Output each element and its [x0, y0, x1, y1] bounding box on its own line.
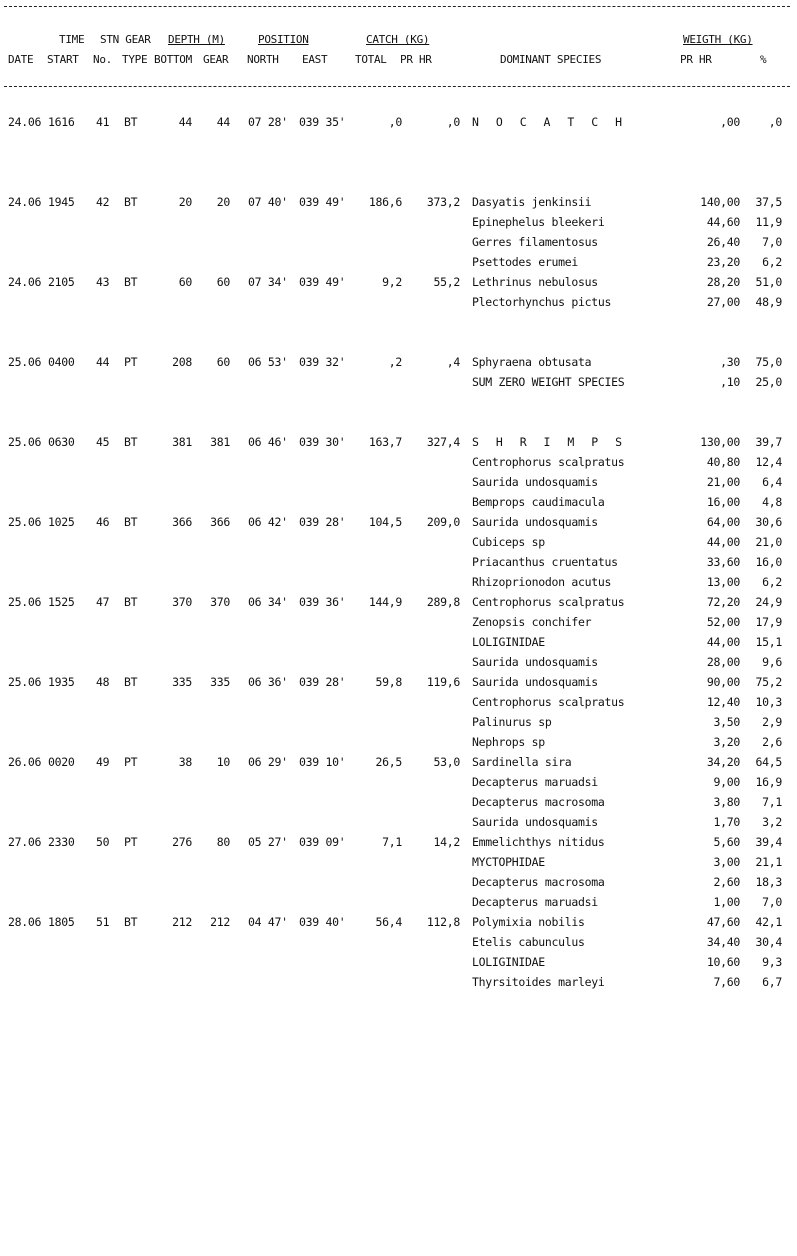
header-weight-pr-hr: PR HR	[680, 53, 712, 66]
species-percent: 21,0	[755, 535, 782, 549]
species-name: MYCTOPHIDAE	[472, 855, 545, 869]
header-total: TOTAL	[355, 53, 387, 66]
station-east: 039 28'	[299, 515, 346, 529]
species-name: Thyrsitoides marleyi	[472, 975, 605, 989]
station-time: 1616	[48, 115, 75, 129]
station-east: 039 32'	[299, 355, 346, 369]
station-gear-type: BT	[124, 195, 138, 209]
species-name: Epinephelus bleekeri	[472, 215, 605, 229]
station-catch-pr-hr: 55,2	[433, 275, 460, 289]
station-gear-depth: 10	[216, 755, 230, 769]
station-north: 07 34'	[248, 275, 288, 289]
station-time: 1025	[48, 515, 75, 529]
station-east: 039 40'	[299, 915, 346, 929]
station-bottom-depth: 335	[172, 675, 192, 689]
species-name: Zenopsis conchifer	[472, 615, 592, 629]
station-time: 0400	[48, 355, 75, 369]
species-percent: 17,9	[755, 615, 782, 629]
station-bottom-depth: 381	[172, 435, 192, 449]
station-total-catch: 104,5	[368, 515, 402, 529]
species-percent: 30,6	[755, 515, 782, 529]
station-east: 039 30'	[299, 435, 346, 449]
species-weight-pr-hr: 130,00	[700, 435, 740, 449]
station-date: 28.06	[8, 915, 42, 929]
species-weight-pr-hr: 23,20	[706, 255, 740, 269]
species-name: Bemprops caudimacula	[472, 495, 605, 509]
station-gear-type: BT	[124, 675, 138, 689]
species-name: Nephrops sp	[472, 735, 545, 749]
station-total-catch: 56,4	[375, 915, 402, 929]
species-weight-pr-hr: 1,70	[713, 815, 740, 829]
species-weight-pr-hr: 1,00	[713, 895, 740, 909]
station-time: 1525	[48, 595, 75, 609]
station-catch-pr-hr: 327,4	[426, 435, 460, 449]
station-north: 07 28'	[248, 115, 288, 129]
header-time: TIME	[59, 33, 85, 46]
species-weight-pr-hr: 140,00	[700, 195, 740, 209]
species-percent: 9,3	[762, 955, 782, 969]
station-bottom-depth: 20	[178, 195, 192, 209]
station-number: 51	[96, 915, 110, 929]
station-number: 49	[96, 755, 110, 769]
species-percent: ,0	[768, 115, 782, 129]
species-percent: 39,7	[755, 435, 782, 449]
station-date: 25.06	[8, 355, 42, 369]
header-weigth: WEIGTH (KG)	[683, 33, 753, 46]
station-gear-type: PT	[124, 355, 138, 369]
station-number: 48	[96, 675, 110, 689]
species-weight-pr-hr: 7,60	[713, 975, 740, 989]
species-weight-pr-hr: 72,20	[706, 595, 740, 609]
species-percent: 75,0	[755, 355, 782, 369]
station-total-catch: 7,1	[382, 835, 402, 849]
station-gear-depth: 20	[216, 195, 230, 209]
species-name: Saurida undosquamis	[472, 515, 598, 529]
station-number: 47	[96, 595, 110, 609]
station-catch-pr-hr: ,4	[446, 355, 460, 369]
header-position: POSITION	[258, 33, 309, 46]
species-percent: 16,9	[755, 775, 782, 789]
station-number: 45	[96, 435, 110, 449]
species-weight-pr-hr: 34,40	[706, 935, 740, 949]
header-stn-gear: STN GEAR	[100, 33, 151, 46]
station-catch-pr-hr: 289,8	[426, 595, 460, 609]
station-gear-depth: 212	[210, 915, 230, 929]
species-name: Plectorhynchus pictus	[472, 295, 612, 309]
station-date: 27.06	[8, 835, 42, 849]
species-name: Decapterus maruadsi	[472, 895, 598, 909]
header-type: TYPE	[122, 53, 148, 66]
species-name: Priacanthus cruentatus	[472, 555, 618, 569]
station-time: 0630	[48, 435, 75, 449]
species-weight-pr-hr: 40,80	[706, 455, 740, 469]
species-weight-pr-hr: 47,60	[706, 915, 740, 929]
header-catch: CATCH (KG)	[366, 33, 430, 46]
species-percent: 48,9	[755, 295, 782, 309]
station-number: 43	[96, 275, 110, 289]
species-weight-pr-hr: 33,60	[706, 555, 740, 569]
species-percent: 25,0	[755, 375, 782, 389]
station-date: 25.06	[8, 595, 42, 609]
station-gear-type: PT	[124, 755, 138, 769]
station-number: 44	[96, 355, 110, 369]
species-name: Sphyraena obtusata	[472, 355, 592, 369]
header-north: NORTH	[247, 53, 279, 66]
species-name: Centrophorus scalpratus	[472, 595, 625, 609]
header-east: EAST	[302, 53, 328, 66]
species-percent: 39,4	[755, 835, 782, 849]
species-percent: 42,1	[755, 915, 782, 929]
species-name: Saurida undosquamis	[472, 475, 598, 489]
header-percent: %	[760, 53, 767, 66]
species-percent: 7,0	[762, 895, 782, 909]
species-percent: 4,8	[762, 495, 782, 509]
species-weight-pr-hr: 16,00	[706, 495, 740, 509]
species-percent: 18,3	[755, 875, 782, 889]
species-percent: 12,4	[755, 455, 782, 469]
species-weight-pr-hr: 3,50	[713, 715, 740, 729]
station-catch-pr-hr: 53,0	[433, 755, 460, 769]
species-weight-pr-hr: 27,00	[706, 295, 740, 309]
species-weight-pr-hr: 90,00	[706, 675, 740, 689]
station-east: 039 49'	[299, 275, 346, 289]
station-time: 2330	[48, 835, 75, 849]
station-gear-type: BT	[124, 915, 138, 929]
station-gear-depth: 44	[216, 115, 230, 129]
species-percent: 6,4	[762, 475, 782, 489]
station-north: 04 47'	[248, 915, 288, 929]
station-north: 06 53'	[248, 355, 288, 369]
species-weight-pr-hr: 3,00	[713, 855, 740, 869]
station-east: 039 09'	[299, 835, 346, 849]
species-name: Palinurus sp	[472, 715, 552, 729]
species-weight-pr-hr: 3,80	[713, 795, 740, 809]
species-weight-pr-hr: 28,20	[706, 275, 740, 289]
station-total-catch: 144,9	[368, 595, 402, 609]
station-east: 039 35'	[299, 115, 346, 129]
species-name: Saurida undosquamis	[472, 675, 598, 689]
station-total-catch: ,2	[388, 355, 402, 369]
station-catch-pr-hr: 209,0	[426, 515, 460, 529]
station-number: 42	[96, 195, 110, 209]
species-percent: 2,9	[762, 715, 782, 729]
header-start: START	[47, 53, 79, 66]
header-pr-hr: PR HR	[400, 53, 432, 66]
station-gear-depth: 60	[216, 275, 230, 289]
species-weight-pr-hr: 10,60	[706, 955, 740, 969]
station-bottom-depth: 60	[178, 275, 192, 289]
species-percent: 24,9	[755, 595, 782, 609]
station-bottom-depth: 212	[172, 915, 192, 929]
species-name: N O C A T C H	[472, 115, 628, 129]
species-weight-pr-hr: 12,40	[706, 695, 740, 709]
header-bottom: BOTTOM	[154, 53, 192, 66]
station-east: 039 36'	[299, 595, 346, 609]
species-weight-pr-hr: 44,00	[706, 535, 740, 549]
species-percent: 16,0	[755, 555, 782, 569]
header-date: DATE	[8, 53, 34, 66]
station-north: 06 46'	[248, 435, 288, 449]
species-percent: 75,2	[755, 675, 782, 689]
species-percent: 30,4	[755, 935, 782, 949]
station-bottom-depth: 44	[178, 115, 192, 129]
species-weight-pr-hr: 2,60	[713, 875, 740, 889]
species-name: Etelis cabunculus	[472, 935, 585, 949]
station-total-catch: 26,5	[375, 755, 402, 769]
species-weight-pr-hr: ,00	[720, 115, 740, 129]
station-east: 039 49'	[299, 195, 346, 209]
station-bottom-depth: 38	[178, 755, 192, 769]
species-percent: 51,0	[755, 275, 782, 289]
species-weight-pr-hr: 3,20	[713, 735, 740, 749]
species-name: Decapterus maruadsi	[472, 775, 598, 789]
species-name: Emmelichthys nitidus	[472, 835, 605, 849]
station-north: 05 27'	[248, 835, 288, 849]
species-percent: 21,1	[755, 855, 782, 869]
species-percent: 2,6	[762, 735, 782, 749]
species-name: LOLIGINIDAE	[472, 955, 545, 969]
species-percent: 37,5	[755, 195, 782, 209]
station-date: 25.06	[8, 435, 42, 449]
species-name: Centrophorus scalpratus	[472, 695, 625, 709]
station-bottom-depth: 370	[172, 595, 192, 609]
top-dashed-rule	[4, 6, 790, 7]
species-name: SUM ZERO WEIGHT SPECIES	[472, 375, 625, 389]
species-weight-pr-hr: ,10	[720, 375, 740, 389]
station-gear-depth: 381	[210, 435, 230, 449]
species-percent: 6,2	[762, 575, 782, 589]
species-weight-pr-hr: 34,20	[706, 755, 740, 769]
station-number: 46	[96, 515, 110, 529]
species-weight-pr-hr: 26,40	[706, 235, 740, 249]
species-name: Dasyatis jenkinsii	[472, 195, 592, 209]
species-name: S H R I M P S	[472, 435, 628, 449]
station-gear-depth: 366	[210, 515, 230, 529]
station-catch-pr-hr: 112,8	[426, 915, 460, 929]
species-name: LOLIGINIDAE	[472, 635, 545, 649]
station-north: 06 36'	[248, 675, 288, 689]
station-date: 26.06	[8, 755, 42, 769]
species-percent: 7,0	[762, 235, 782, 249]
species-name: Psettodes erumei	[472, 255, 578, 269]
species-name: Gerres filamentosus	[472, 235, 598, 249]
station-catch-pr-hr: 373,2	[426, 195, 460, 209]
header-gear: GEAR	[203, 53, 229, 66]
header-no: No.	[93, 53, 112, 66]
station-date: 25.06	[8, 515, 42, 529]
station-time: 1805	[48, 915, 75, 929]
station-bottom-depth: 276	[172, 835, 192, 849]
species-name: Lethrinus nebulosus	[472, 275, 598, 289]
species-name: Sardinella sira	[472, 755, 572, 769]
station-catch-pr-hr: 14,2	[433, 835, 460, 849]
species-name: Cubiceps sp	[472, 535, 545, 549]
station-gear-type: BT	[124, 515, 138, 529]
station-bottom-depth: 366	[172, 515, 192, 529]
station-total-catch: 163,7	[368, 435, 402, 449]
species-weight-pr-hr: 44,60	[706, 215, 740, 229]
species-name: Polymixia nobilis	[472, 915, 585, 929]
station-total-catch: ,0	[388, 115, 402, 129]
station-total-catch: 59,8	[375, 675, 402, 689]
species-percent: 6,2	[762, 255, 782, 269]
station-gear-type: PT	[124, 835, 138, 849]
species-name: Centrophorus scalpratus	[472, 455, 625, 469]
species-name: Decapterus macrosoma	[472, 875, 605, 889]
species-weight-pr-hr: 44,00	[706, 635, 740, 649]
station-gear-depth: 80	[216, 835, 230, 849]
species-percent: 7,1	[762, 795, 782, 809]
station-date: 24.06	[8, 195, 42, 209]
header-depth: DEPTH (M)	[168, 33, 225, 46]
station-total-catch: 9,2	[382, 275, 402, 289]
station-north: 06 34'	[248, 595, 288, 609]
station-gear-type: BT	[124, 115, 138, 129]
species-name: Saurida undosquamis	[472, 815, 598, 829]
station-gear-type: BT	[124, 595, 138, 609]
species-percent: 64,5	[755, 755, 782, 769]
station-number: 41	[96, 115, 110, 129]
species-percent: 11,9	[755, 215, 782, 229]
station-catch-pr-hr: 119,6	[426, 675, 460, 689]
species-name: Rhizoprionodon acutus	[472, 575, 612, 589]
species-percent: 3,2	[762, 815, 782, 829]
station-east: 039 10'	[299, 755, 346, 769]
station-north: 06 29'	[248, 755, 288, 769]
species-percent: 9,6	[762, 655, 782, 669]
station-gear-depth: 60	[216, 355, 230, 369]
station-north: 07 40'	[248, 195, 288, 209]
species-weight-pr-hr: 13,00	[706, 575, 740, 589]
station-gear-depth: 370	[210, 595, 230, 609]
station-east: 039 28'	[299, 675, 346, 689]
species-percent: 15,1	[755, 635, 782, 649]
species-weight-pr-hr: 52,00	[706, 615, 740, 629]
species-percent: 6,7	[762, 975, 782, 989]
species-weight-pr-hr: 5,60	[713, 835, 740, 849]
species-name: Decapterus macrosoma	[472, 795, 605, 809]
header-dominant-species: DOMINANT SPECIES	[500, 53, 602, 66]
species-weight-pr-hr: 21,00	[706, 475, 740, 489]
station-time: 2105	[48, 275, 75, 289]
station-gear-depth: 335	[210, 675, 230, 689]
station-time: 0020	[48, 755, 75, 769]
station-bottom-depth: 208	[172, 355, 192, 369]
station-date: 24.06	[8, 115, 42, 129]
species-percent: 10,3	[755, 695, 782, 709]
header-dashed-rule	[4, 86, 790, 87]
station-time: 1945	[48, 195, 75, 209]
species-weight-pr-hr: 9,00	[713, 775, 740, 789]
station-total-catch: 186,6	[368, 195, 402, 209]
station-catch-pr-hr: ,0	[446, 115, 460, 129]
station-date: 24.06	[8, 275, 42, 289]
station-gear-type: BT	[124, 275, 138, 289]
station-date: 25.06	[8, 675, 42, 689]
species-name: Saurida undosquamis	[472, 655, 598, 669]
species-weight-pr-hr: ,30	[720, 355, 740, 369]
station-north: 06 42'	[248, 515, 288, 529]
station-gear-type: BT	[124, 435, 138, 449]
species-weight-pr-hr: 28,00	[706, 655, 740, 669]
station-time: 1935	[48, 675, 75, 689]
station-number: 50	[96, 835, 110, 849]
species-weight-pr-hr: 64,00	[706, 515, 740, 529]
